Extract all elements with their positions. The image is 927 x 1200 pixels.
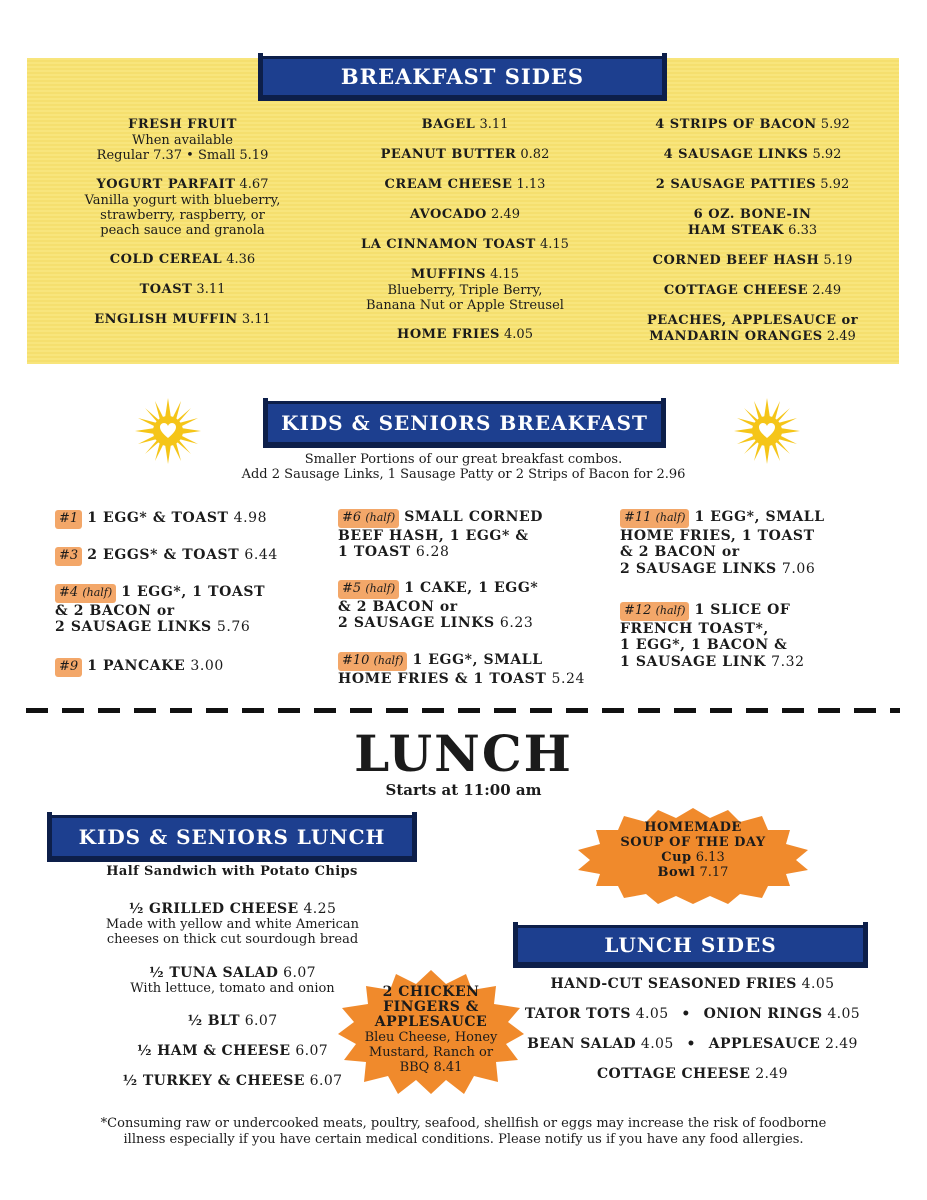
- item-desc: Banana Nut or Apple Streusel: [366, 298, 564, 313]
- combo-name: BEEF HASH, 1 EGG* &: [338, 527, 529, 544]
- item-name: TATOR TOTS: [524, 1006, 631, 1022]
- item-price: 2.49: [825, 1036, 858, 1052]
- item-price: 6.07: [295, 1043, 329, 1059]
- item-price: 3.11: [196, 282, 226, 297]
- combo-1: [55, 510, 267, 529]
- combo-price: 7.06: [781, 560, 816, 577]
- soup-bowl-label: Bowl: [657, 865, 696, 880]
- item-price: 5.92: [812, 147, 842, 162]
- item-price: 6.07: [244, 1013, 278, 1029]
- item-price: 3.11: [241, 312, 271, 327]
- item-desc: Blueberry, Triple Berry,: [387, 283, 543, 298]
- side-item-row: [515, 1036, 870, 1052]
- combo-12: [620, 602, 805, 670]
- item-name: PEANUT BUTTER: [380, 147, 517, 162]
- combo-number-text: #5: [342, 581, 362, 596]
- combo-number: [620, 509, 689, 528]
- item-price: 5.92: [820, 177, 850, 192]
- combo-number: #3: [55, 547, 82, 566]
- menu-item: [335, 147, 595, 163]
- combo-name: HOME FRIES, 1 TOAST: [620, 527, 815, 544]
- combo-name: 2 SAUSAGE LINKS: [620, 560, 777, 577]
- combo-name: 1 EGG*, 1 TOAST: [121, 584, 266, 600]
- side-item-row: [515, 1006, 870, 1022]
- menu-item: [615, 117, 890, 133]
- kids-breakfast-sub-1: Smaller Portions of our great breakfast combos.: [304, 452, 623, 467]
- item-name: 4 STRIPS OF BACON: [655, 117, 817, 132]
- combo-name: 1 SLICE OF: [694, 602, 791, 618]
- combo-name: 1 SAUSAGE LINK: [620, 653, 767, 670]
- combo-price: 6.28: [415, 544, 450, 560]
- soup-cup-price: 6.13: [695, 850, 725, 865]
- combo-name: HOME FRIES & 1 TOAST: [338, 670, 547, 687]
- chicken-title: APPLESAUCE: [374, 1014, 488, 1030]
- item-price: 3.11: [479, 117, 509, 132]
- combo-number: [55, 584, 116, 603]
- item-name: ½ BLT: [187, 1013, 240, 1029]
- item-price: 2.49: [812, 283, 842, 298]
- breakfast-sides-col-1: [60, 117, 305, 328]
- item-name: APPLESAUCE: [708, 1036, 821, 1052]
- menu-item: [615, 283, 890, 299]
- combo-number: #9: [55, 658, 82, 677]
- item-price: 4.05: [801, 976, 835, 992]
- lunch-subtitle: Starts at 11:00 am: [385, 781, 542, 799]
- menu-item: [60, 177, 305, 238]
- dashed-divider: [26, 708, 900, 713]
- kids-lunch-banner: KIDS & SENIORS LUNCH: [52, 815, 412, 859]
- half-label: (half): [373, 654, 404, 667]
- item-price: 6.07: [283, 965, 316, 981]
- menu-item: [60, 252, 305, 268]
- item-name: ½ TURKEY & CHEESE: [122, 1073, 305, 1089]
- item-name: ½ HAM & CHEESE: [136, 1043, 291, 1059]
- combo-number: [338, 580, 399, 599]
- breakfast-sides-col-3: [615, 117, 890, 345]
- combo-4: [55, 584, 265, 636]
- item-desc: cheeses on thick cut sourdough bread: [106, 932, 359, 947]
- item-name: 4 SAUSAGE LINKS: [663, 147, 809, 162]
- kids-breakfast-banner: KIDS & SENIORS BREAKFAST: [268, 401, 661, 445]
- item-name: LA CINNAMON TOAST: [361, 237, 536, 252]
- footnote-line: *Consuming raw or undercooked meats, poultry, seafood, shellfish or eggs may increase the risk of foodborne: [100, 1116, 827, 1131]
- breakfast-sides-col-2: [335, 117, 595, 343]
- combo-price: 6.23: [499, 615, 534, 631]
- item-name: BEAN SALAD: [527, 1036, 637, 1052]
- item-name: HAND-CUT SEASONED FRIES: [550, 976, 797, 992]
- menu-item: [615, 313, 890, 345]
- item-name: BAGEL: [421, 117, 476, 132]
- half-label: (half): [82, 586, 113, 599]
- chicken-desc: Bleu Cheese, Honey: [364, 1030, 498, 1045]
- combo-number: #1: [55, 510, 82, 529]
- menu-item: [615, 147, 890, 163]
- menu-item: [335, 117, 595, 133]
- side-item: [520, 1066, 865, 1082]
- bullet-separator: •: [681, 1006, 691, 1022]
- breakfast-sides-banner: BREAKFAST SIDES: [263, 56, 662, 98]
- combo-name: FRENCH TOAST*,: [620, 620, 769, 637]
- combo-name: 2 EGGS* & TOAST: [87, 547, 240, 563]
- soup-cup-label: Cup: [661, 850, 692, 865]
- item-name: ½ GRILLED CHEESE: [128, 901, 299, 917]
- menu-item: [60, 312, 305, 328]
- combo-name: 2 SAUSAGE LINKS: [338, 615, 495, 631]
- combo-number: [620, 602, 689, 621]
- item-name: MANDARIN ORANGES: [649, 329, 823, 344]
- combo-10: [338, 652, 585, 687]
- item-name: TOAST: [139, 282, 193, 297]
- item-name: 2 SAUSAGE PATTIES: [655, 177, 817, 192]
- item-name: MUFFINS: [410, 267, 486, 282]
- item-price: 2.49: [755, 1066, 788, 1082]
- item-desc: With lettuce, tomato and onion: [130, 981, 335, 996]
- soup-special: [590, 820, 796, 880]
- chicken-title: 2 CHICKEN: [382, 984, 480, 1000]
- lunch-sides-banner: LUNCH SIDES: [518, 925, 863, 965]
- combo-name: SMALL CORNED: [404, 509, 544, 525]
- kids-breakfast-sub-2: Add 2 Sausage Links, 1 Sausage Patty or 2 Strips of Bacon for 2.96: [241, 467, 686, 482]
- combo-name: 1 TOAST: [338, 544, 411, 560]
- item-desc: peach sauce and granola: [100, 223, 265, 238]
- item-price: 2.49: [491, 207, 520, 222]
- combo-price: 6.44: [244, 547, 278, 563]
- item-price: 4.25: [303, 901, 337, 917]
- chicken-special: [346, 985, 516, 1075]
- item-name: FRESH FRUIT: [128, 117, 237, 132]
- item-name: CREAM CHEESE: [384, 177, 513, 192]
- item-desc: Made with yellow and white American: [105, 917, 360, 932]
- item-name: COLD CEREAL: [109, 252, 223, 267]
- item-price: 4.36: [226, 252, 256, 267]
- item-name: YOGURT PARFAIT: [96, 177, 236, 192]
- combo-name: 2 SAUSAGE LINKS: [55, 619, 212, 635]
- menu-item: [335, 267, 595, 313]
- combo-name: 1 EGG*, SMALL: [412, 652, 543, 668]
- item-price: 4.05: [827, 1006, 861, 1022]
- half-label: (half): [365, 511, 396, 524]
- combo-price: 7.32: [771, 653, 805, 670]
- menu-item: [615, 207, 890, 239]
- combo-price: 3.00: [190, 658, 224, 674]
- side-item: [520, 976, 865, 992]
- chicken-title: FINGERS &: [383, 999, 479, 1015]
- lunch-title: LUNCH: [354, 724, 573, 783]
- combo-number-text: #4: [59, 585, 79, 600]
- item-name: COTTAGE CHEESE: [596, 1066, 751, 1082]
- item-name: COTTAGE CHEESE: [663, 283, 809, 298]
- combo-price: 5.24: [551, 670, 586, 687]
- combo-number-text: #12: [624, 603, 652, 618]
- item-price: 6.07: [309, 1073, 343, 1089]
- item-name: AVOCADO: [410, 207, 487, 222]
- combo-name: & 2 BACON or: [338, 598, 458, 615]
- kids-lunch-sub: Half Sandwich with Potato Chips: [106, 864, 358, 879]
- combo-price: 4.98: [233, 510, 268, 526]
- chicken-desc: BBQ 8.41: [399, 1060, 463, 1075]
- item-price: 4.05: [504, 327, 533, 342]
- soup-bowl-price: 7.17: [699, 865, 729, 880]
- combo-price: 5.76: [216, 619, 251, 635]
- combo-6: [338, 509, 543, 561]
- half-label: (half): [365, 582, 396, 595]
- item-price: 4.15: [540, 237, 569, 252]
- combo-name: 1 PANCAKE: [87, 658, 186, 674]
- item-price: 4.15: [490, 267, 520, 282]
- combo-9: [55, 658, 224, 677]
- menu-item: [335, 237, 595, 253]
- combo-name: 1 EGG*, 1 BACON &: [620, 637, 788, 653]
- combo-number: [338, 652, 407, 671]
- menu-item: [60, 901, 405, 947]
- item-name: 6 OZ. BONE-IN: [693, 207, 812, 222]
- soup-title: HOMEMADE: [644, 820, 742, 835]
- item-desc: Regular 7.37 • Small 5.19: [96, 148, 269, 163]
- combo-number-text: #11: [624, 510, 652, 525]
- item-price: 2.49: [826, 329, 856, 344]
- combo-name: & 2 BACON or: [620, 544, 740, 560]
- combo-3: [55, 547, 278, 566]
- half-label: (half): [655, 604, 686, 617]
- bullet-separator: •: [686, 1036, 696, 1052]
- item-name: PEACHES, APPLESAUCE or: [646, 313, 859, 328]
- menu-item: [615, 177, 890, 193]
- soup-title: SOUP OF THE DAY: [620, 835, 766, 850]
- item-price: 1.13: [516, 177, 546, 192]
- combo-11: [620, 509, 825, 577]
- menu-item: [615, 253, 890, 269]
- item-name: CORNED BEEF HASH: [652, 253, 820, 268]
- combo-5: [338, 580, 538, 632]
- item-price: 5.19: [823, 253, 853, 268]
- combo-name: 1 EGG*, SMALL: [694, 509, 825, 525]
- item-name: ONION RINGS: [703, 1006, 823, 1022]
- item-price: 4.67: [239, 177, 269, 192]
- item-name: HAM STEAK: [687, 223, 785, 238]
- half-label: (half): [655, 511, 686, 524]
- item-name: ½ TUNA SALAD: [149, 965, 279, 981]
- combo-number-text: #6: [342, 510, 362, 525]
- item-price: 4.05: [640, 1036, 674, 1052]
- menu-item: [335, 177, 595, 193]
- item-desc: strawberry, raspberry, or: [100, 208, 265, 223]
- menu-item: [335, 207, 595, 223]
- item-price: 0.82: [520, 147, 550, 162]
- combo-name: 1 CAKE, 1 EGG*: [404, 580, 539, 596]
- menu-item: [335, 327, 595, 343]
- allergy-footnote: [40, 1116, 887, 1148]
- combo-name: & 2 BACON or: [55, 602, 175, 619]
- item-price: 4.05: [635, 1006, 669, 1022]
- combo-number-text: #10: [342, 653, 370, 668]
- item-price: 5.92: [820, 117, 850, 132]
- menu-item: [60, 117, 305, 163]
- menu-item: [60, 282, 305, 298]
- footnote-line: illness especially if you have certain medical conditions. Please notify us if you have any food allergies.: [123, 1132, 804, 1147]
- combo-number: [338, 509, 399, 528]
- item-desc: When available: [131, 133, 234, 148]
- combo-name: 1 EGG* & TOAST: [87, 510, 229, 526]
- item-desc: Vanilla yogurt with blueberry,: [84, 193, 281, 208]
- item-name: HOME FRIES: [397, 327, 500, 342]
- item-name: ENGLISH MUFFIN: [94, 312, 238, 327]
- chicken-desc: Mustard, Ranch or: [368, 1045, 494, 1060]
- item-price: 6.33: [788, 223, 818, 238]
